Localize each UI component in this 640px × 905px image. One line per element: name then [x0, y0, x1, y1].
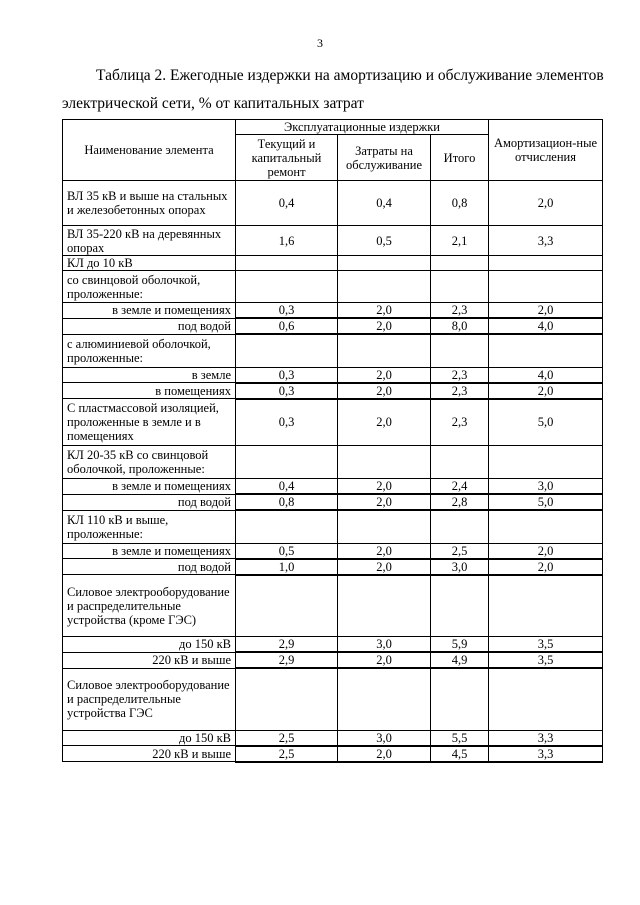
table-row [63, 479, 603, 495]
cell-current-repair: 2,5 [236, 746, 338, 762]
cell-amortization [489, 446, 603, 479]
row-element-name: Силовое электрооборудование и распределительные устройства (кроме ГЭС) [63, 575, 236, 637]
cell-current-repair: 0,5 [236, 543, 338, 559]
table-row [63, 559, 603, 575]
cell-service-costs: 2,0 [338, 543, 431, 559]
cell-current-repair [236, 510, 338, 543]
row-element-name: в земле и помещениях [63, 543, 236, 559]
cell-service-costs [338, 334, 431, 367]
cell-current-repair [236, 271, 338, 303]
header-current-repair: Текущий и капитальный ремонт [236, 135, 338, 181]
cell-current-repair [236, 256, 338, 271]
row-element-name: под водой [63, 559, 236, 575]
cell-amortization: 2,0 [489, 543, 603, 559]
cell-service-costs: 2,0 [338, 399, 431, 446]
table-row [63, 730, 603, 746]
cell-amortization: 2,0 [489, 383, 603, 399]
cell-total: 5,9 [431, 637, 489, 653]
row-element-name: со свинцовой оболочкой, проложенные: [63, 271, 236, 303]
cell-amortization [489, 510, 603, 543]
cell-service-costs: 2,0 [338, 494, 431, 510]
row-element-name: до 150 кВ [63, 730, 236, 746]
cell-service-costs: 0,4 [338, 181, 431, 226]
cell-total [431, 256, 489, 271]
cell-amortization: 3,3 [489, 746, 603, 762]
row-element-name: в земле и помещениях [63, 479, 236, 495]
row-element-name: 220 кВ и выше [63, 652, 236, 668]
cell-service-costs: 2,0 [338, 559, 431, 575]
cell-current-repair: 0,3 [236, 399, 338, 446]
cell-current-repair [236, 668, 338, 730]
cell-current-repair: 2,9 [236, 652, 338, 668]
row-element-name: в помещениях [63, 383, 236, 399]
cell-current-repair: 1,0 [236, 559, 338, 575]
cell-service-costs: 2,0 [338, 318, 431, 334]
cell-total [431, 446, 489, 479]
cell-current-repair: 0,8 [236, 494, 338, 510]
cell-total: 2,3 [431, 303, 489, 319]
cell-current-repair: 0,4 [236, 479, 338, 495]
cell-amortization: 4,0 [489, 318, 603, 334]
cell-amortization [489, 668, 603, 730]
row-element-name: Силовое электрооборудование и распределительные устройства ГЭС [63, 668, 236, 730]
table-body [63, 181, 603, 762]
table-row [63, 226, 603, 256]
row-element-name: под водой [63, 318, 236, 334]
row-element-name: КЛ 20-35 кВ со свинцовой оболочкой, проложенные: [63, 446, 236, 479]
cell-total: 2,4 [431, 479, 489, 495]
table-row [63, 746, 603, 762]
cell-current-repair: 0,4 [236, 181, 338, 226]
row-element-name: КЛ 110 кВ и выше, проложенные: [63, 510, 236, 543]
table-row [63, 399, 603, 446]
table-row [63, 181, 603, 226]
cell-total: 2,1 [431, 226, 489, 256]
row-element-name: ВЛ 35 кВ и выше на стальных и железобетонных опорах [63, 181, 236, 226]
table-row [63, 271, 603, 303]
cell-amortization: 3,0 [489, 479, 603, 495]
table-row [63, 318, 603, 334]
table-row [63, 256, 603, 271]
cell-amortization [489, 256, 603, 271]
table-row [63, 668, 603, 730]
row-element-name: в земле [63, 367, 236, 383]
header-element-name: Наименование элемента [63, 120, 236, 181]
table-caption-line-2: электрической сети, % от капитальных затрат [62, 95, 364, 112]
cell-service-costs [338, 510, 431, 543]
table-caption-line-1: Таблица 2. Ежегодные издержки на амортизацию и обслуживание элементов [96, 67, 604, 84]
cell-amortization: 3,3 [489, 226, 603, 256]
cell-service-costs: 2,0 [338, 383, 431, 399]
cell-amortization: 5,0 [489, 399, 603, 446]
cell-amortization: 2,0 [489, 181, 603, 226]
cell-total: 2,3 [431, 383, 489, 399]
header-service-costs: Затраты на обслуживание [338, 135, 431, 181]
cell-amortization: 4,0 [489, 367, 603, 383]
cell-total [431, 668, 489, 730]
cell-current-repair: 2,9 [236, 637, 338, 653]
cell-service-costs [338, 271, 431, 303]
costs-table [62, 119, 603, 763]
cell-current-repair [236, 334, 338, 367]
cell-current-repair: 1,6 [236, 226, 338, 256]
cell-current-repair: 2,5 [236, 730, 338, 746]
cell-service-costs [338, 668, 431, 730]
header-amortization: Амортизацион-ные отчисления [489, 120, 603, 181]
cell-amortization: 3,5 [489, 652, 603, 668]
cell-service-costs [338, 256, 431, 271]
cell-current-repair: 0,6 [236, 318, 338, 334]
cell-current-repair [236, 575, 338, 637]
table-row [63, 334, 603, 367]
table-row [63, 575, 603, 637]
cell-amortization: 2,0 [489, 559, 603, 575]
table-row [63, 652, 603, 668]
row-element-name: с алюминиевой оболочкой, проложенные: [63, 334, 236, 367]
cell-total: 2,5 [431, 543, 489, 559]
row-element-name: КЛ до 10 кВ [63, 256, 236, 271]
cell-total: 0,8 [431, 181, 489, 226]
cell-current-repair: 0,3 [236, 303, 338, 319]
cell-amortization [489, 334, 603, 367]
cell-service-costs: 3,0 [338, 637, 431, 653]
row-element-name: в земле и помещениях [63, 303, 236, 319]
table-row [63, 446, 603, 479]
row-element-name: 220 кВ и выше [63, 746, 236, 762]
page-number: 3 [317, 36, 323, 50]
cell-amortization: 5,0 [489, 494, 603, 510]
row-element-name: до 150 кВ [63, 637, 236, 653]
cell-total: 2,8 [431, 494, 489, 510]
table-row [63, 367, 603, 383]
cell-service-costs: 2,0 [338, 479, 431, 495]
cell-total [431, 334, 489, 367]
row-element-name: С пластмассовой изоляцией, проложенные в земле и в помещениях [63, 399, 236, 446]
table-row [63, 383, 603, 399]
cell-amortization [489, 575, 603, 637]
cell-total [431, 271, 489, 303]
header-operating-costs: Эксплуатационные издержки [236, 120, 489, 135]
cell-amortization: 2,0 [489, 303, 603, 319]
cell-current-repair: 0,3 [236, 367, 338, 383]
cell-service-costs: 3,0 [338, 730, 431, 746]
cell-service-costs: 0,5 [338, 226, 431, 256]
row-element-name: под водой [63, 494, 236, 510]
cell-amortization: 3,5 [489, 637, 603, 653]
cell-current-repair: 0,3 [236, 383, 338, 399]
cell-service-costs: 2,0 [338, 746, 431, 762]
cell-amortization: 3,3 [489, 730, 603, 746]
cell-total [431, 575, 489, 637]
cell-total: 2,3 [431, 399, 489, 446]
table-row [63, 637, 603, 653]
cell-total: 5,5 [431, 730, 489, 746]
table-row [63, 543, 603, 559]
cell-service-costs [338, 575, 431, 637]
table-row [63, 303, 603, 319]
cell-current-repair [236, 446, 338, 479]
header-total: Итого [431, 135, 489, 181]
row-element-name: ВЛ 35-220 кВ на деревянных опорах [63, 226, 236, 256]
cell-amortization [489, 271, 603, 303]
table-row [63, 494, 603, 510]
cell-service-costs: 2,0 [338, 303, 431, 319]
cell-service-costs: 2,0 [338, 652, 431, 668]
cell-total: 4,9 [431, 652, 489, 668]
cell-service-costs: 2,0 [338, 367, 431, 383]
cell-total: 8,0 [431, 318, 489, 334]
table-row [63, 510, 603, 543]
cell-total [431, 510, 489, 543]
cell-total: 2,3 [431, 367, 489, 383]
cell-service-costs [338, 446, 431, 479]
cell-total: 3,0 [431, 559, 489, 575]
cell-total: 4,5 [431, 746, 489, 762]
